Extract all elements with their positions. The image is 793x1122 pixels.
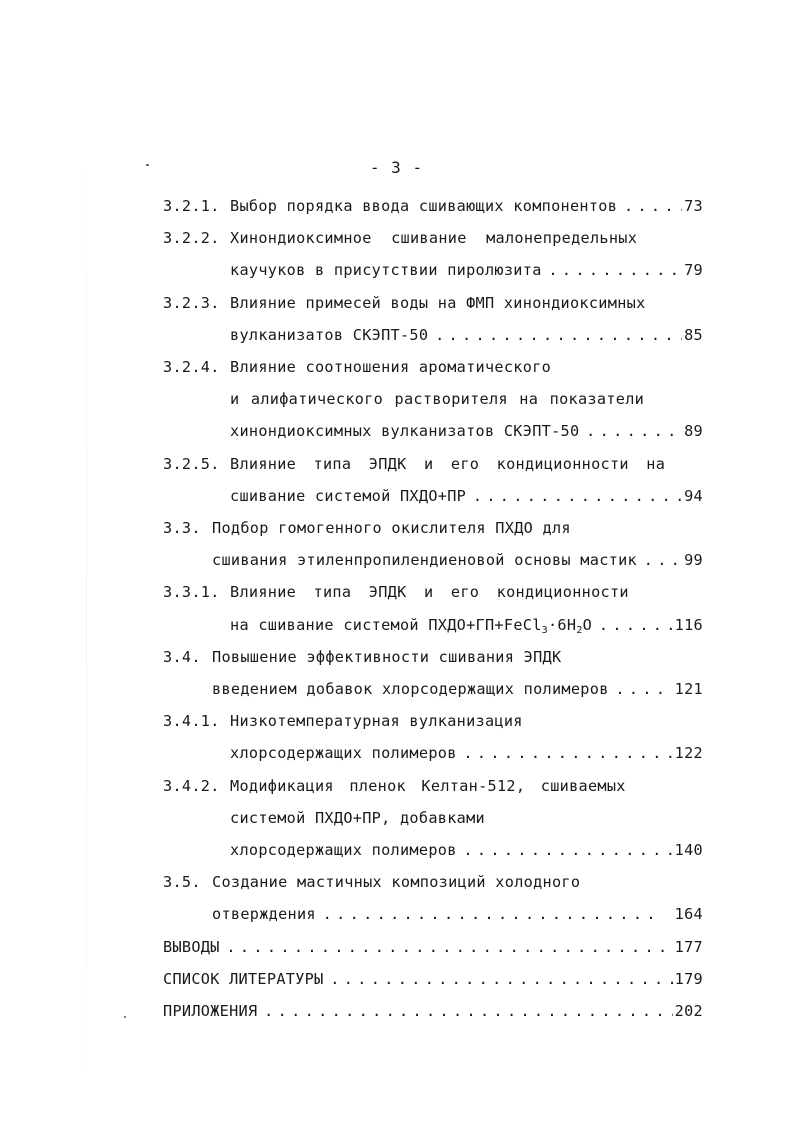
toc-entry-continuation [163, 415, 703, 447]
scan-edge [86, 120, 87, 1120]
page-number: - 3 - [369, 158, 424, 177]
toc-page: 89 [684, 422, 703, 441]
toc-title: отверждения . . . [212, 898, 661, 930]
toc-number: 3.5. [163, 873, 201, 892]
toc-entry-conclusions [163, 931, 703, 963]
toc-entry-3-2-4 [163, 351, 703, 383]
toc-page: 73 [684, 197, 703, 215]
toc-number: 3.4. [163, 647, 201, 666]
toc-title: Модификация пленок Келтан-512, сшиваемых [230, 776, 626, 795]
toc-entry-continuation [163, 834, 703, 866]
toc-entry-appendices [163, 995, 703, 1027]
toc-title: хлорсодержащих полимеров . . . [230, 737, 673, 769]
toc-title: Создание мастичных композиций холодного [212, 873, 581, 892]
toc-title-formula: на сшивание системой $ПХДО+ГП+FeCl_3\cdot 6H_2O$ . . . [230, 609, 673, 641]
toc-entry-continuation [163, 802, 703, 834]
toc-page: 99 [684, 551, 703, 570]
toc-title: СПИСОК ЛИТЕРАТУРЫ . . . [163, 963, 673, 995]
toc-entry-3-2-2 [163, 222, 703, 254]
toc-title: Подбор гомогенного окислителя ПХДО для [212, 519, 571, 538]
toc-entry-continuation [163, 737, 703, 769]
toc-page: 202 [674, 1002, 703, 1021]
toc-number: 3.2.2. [163, 229, 220, 248]
toc-title: Повышение эффективности сшивания ЭПДК [212, 647, 562, 666]
toc-entry-3-2-1 [163, 190, 703, 222]
toc-title: Влияние соотношения ароматического [230, 358, 552, 377]
toc-entry-3-2-3 [163, 287, 703, 319]
toc-entry-3-2-5 [163, 448, 703, 480]
scan-speck [124, 1016, 126, 1018]
toc-title: Низкотемпературная вулканизация [230, 712, 523, 731]
toc-title: сшивания этиленпропилендиеновой основы мастик . . . [212, 544, 682, 576]
toc-page: 177 [674, 937, 703, 956]
toc-page: 85 [684, 325, 703, 344]
toc-number: 3.2.5. [163, 454, 220, 473]
toc-title: ВЫВОДЫ . . . [163, 931, 673, 963]
toc-number: 3.3.1. [163, 583, 220, 602]
toc-number: 3.2.3. [163, 293, 220, 312]
toc-entry-continuation [163, 609, 703, 641]
toc-entry-continuation [163, 319, 703, 351]
toc-title: хлорсодержащих полимеров . . . [230, 834, 673, 866]
toc-page: 94 [684, 486, 703, 505]
toc-number: 3.4.1. [163, 712, 220, 731]
toc-title: и алифатического растворителя на показатели [230, 390, 645, 409]
toc-number: 3.2.4. [163, 358, 220, 377]
toc-page: 121 [674, 680, 703, 699]
toc-title: Влияние типа ЭПДК и его кондиционности на [230, 454, 666, 473]
toc-title: системой ПХДО+ПР, добавками [230, 808, 485, 827]
toc-entry-3-3 [163, 512, 703, 544]
toc-page: 79 [684, 261, 703, 280]
toc-page: 179 [674, 969, 703, 988]
table-of-contents [163, 190, 703, 1027]
toc-title: ПРИЛОЖЕНИЯ . . . [163, 995, 673, 1027]
toc-entry-references [163, 963, 703, 995]
toc-entry-3-4 [163, 641, 703, 673]
toc-entry-continuation [163, 673, 703, 705]
toc-entry-3-5 [163, 866, 703, 898]
toc-number: 3.3. [163, 519, 201, 538]
toc-entry-continuation [163, 898, 703, 930]
toc-title: Влияние типа ЭПДК и его кондиционности [230, 583, 629, 602]
toc-title: хинондиоксимных вулканизатов СКЭПТ-50 . . . [230, 415, 682, 447]
toc-entry-continuation [163, 480, 703, 512]
toc-title: каучуков в присутствии пиролюзита . . . [230, 254, 682, 286]
toc-entry-continuation [163, 383, 703, 415]
toc-page: 116 [674, 615, 703, 634]
toc-page: 122 [674, 744, 703, 763]
toc-title: Влияние примесей воды на ФМП хинондиоксимных [230, 293, 646, 312]
toc-number: 3.4.2. [163, 776, 220, 795]
toc-title: сшивание системой ПХДО+ПР . . . [230, 480, 682, 512]
toc-title: вулканизатов СКЭПТ-50 . . . [230, 319, 682, 351]
toc-page: 140 [674, 841, 703, 860]
toc-entry-3-4-2 [163, 770, 703, 802]
toc-title: Выбор порядка ввода сшивающих компонентов . . . [230, 190, 682, 222]
toc-title: введением добавок хлорсодержащих полимеров . . . [212, 673, 673, 705]
toc-entry-3-3-1 [163, 576, 703, 608]
toc-title: Хинондиоксимное сшивание малонепредельных [230, 229, 638, 248]
toc-number: 3.2.1. [163, 197, 220, 215]
toc-entry-3-4-1 [163, 705, 703, 737]
toc-entry-continuation [163, 544, 703, 576]
toc-entry-continuation [163, 254, 703, 286]
toc-page: 164 [674, 905, 703, 924]
